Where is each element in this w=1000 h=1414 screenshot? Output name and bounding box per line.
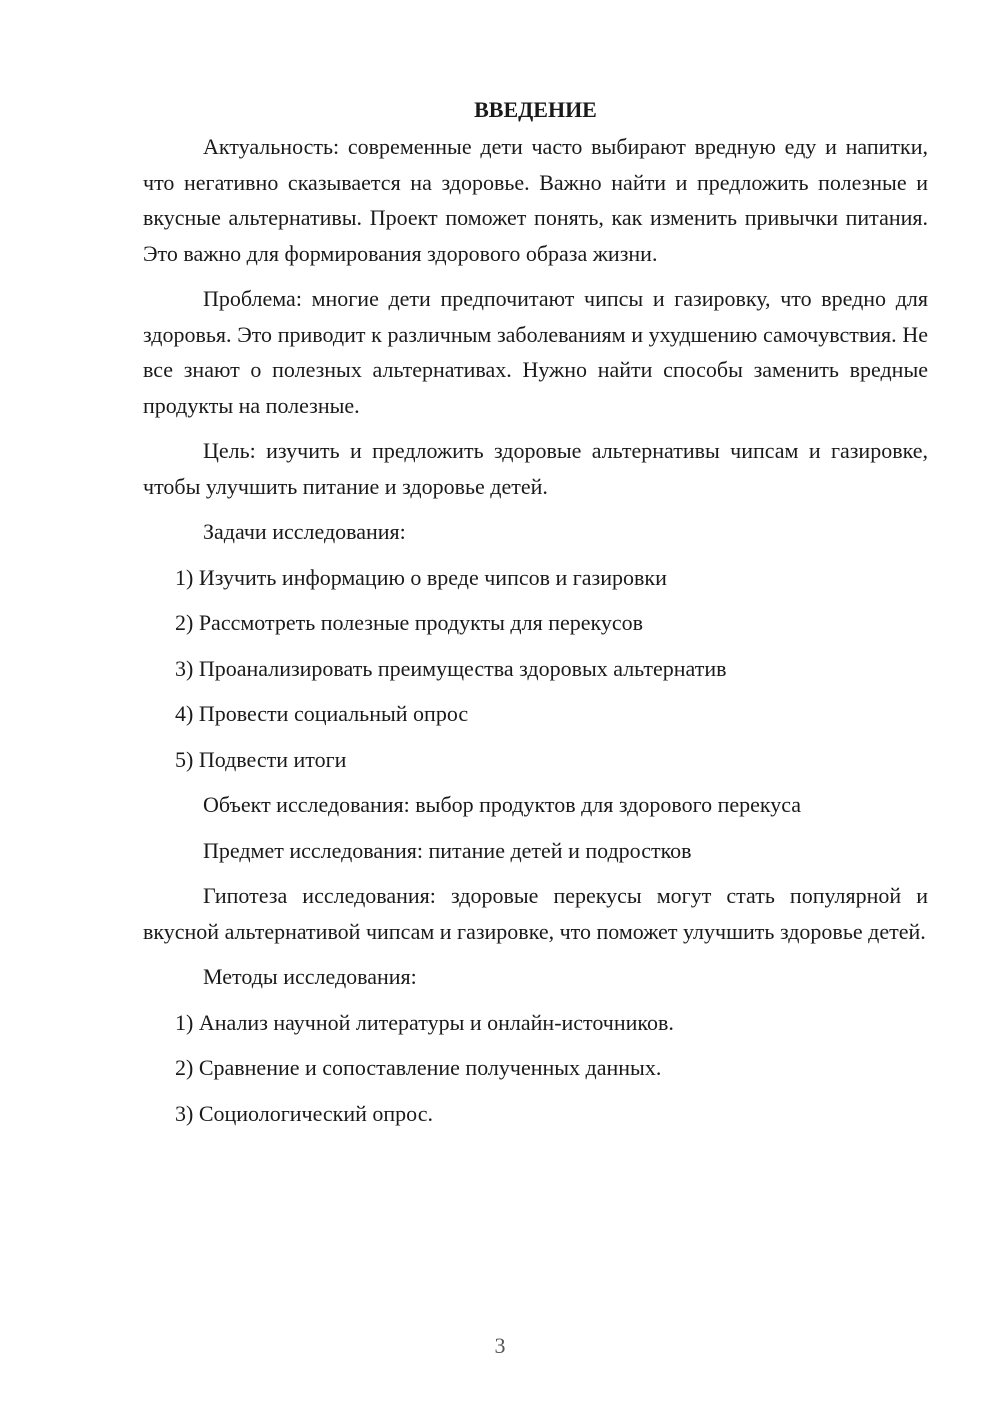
task-item: 3) Проанализировать преимущества здоровых альтернатив	[175, 655, 727, 681]
task-item: 5) Подвести итоги	[175, 746, 347, 772]
task-item: 1) Изучить информацию о вреде чипсов и газировки	[175, 564, 667, 590]
document-page	[143, 92, 928, 1141]
task-item: 4) Провести социальный опрос	[175, 701, 469, 726]
hypothesis-paragraph: Гипотеза исследования: здоровые перекусы могут стать популярной и вкусной альтернативой чипсам и газировке, что поможет улучшить здоровье детей.	[143, 883, 928, 944]
task-item: 2) Рассмотреть полезные продукты для перекусов	[175, 610, 644, 635]
methods-heading: Методы исследования:	[203, 964, 417, 989]
method-item: 3) Социологический опрос.	[175, 1100, 433, 1126]
research-subject: Предмет исследования: питание детей и подростков	[203, 837, 692, 863]
research-object: Объект исследования: выбор продуктов для здорового перекуса	[203, 792, 802, 817]
tasks-heading: Задачи исследования:	[203, 519, 406, 544]
method-item: 1) Анализ научной литературы и онлайн-источников.	[175, 1009, 674, 1035]
method-item: 2) Сравнение и сопоставление полученных данных.	[175, 1055, 662, 1080]
goal-paragraph: Цель: изучить и предложить здоровые альтернативы чипсам и газировке, чтобы улучшить питание и здоровье детей.	[143, 438, 928, 499]
relevance-paragraph: Актуальность: современные дети часто выбирают вредную еду и напитки, что негативно сказывается на здоровье. Важно найти и предложить полезные и вкусные альтернативы. Проект поможет понять, как изменить привычки питания. Это важно для формирования здорового образа жизни.	[143, 134, 928, 266]
page-number: 3	[494, 1333, 506, 1358]
document-title: ВВЕДЕНИЕ	[474, 97, 597, 122]
problem-paragraph: Проблема: многие дети предпочитают чипсы и газировку, что вредно для здоровья. Это приводит к различным заболеваниям и ухудшению самочувствия. Не все знают о полезных альтернативах. Нужно найти способы заменить вредные продукты на полезные.	[143, 286, 928, 418]
